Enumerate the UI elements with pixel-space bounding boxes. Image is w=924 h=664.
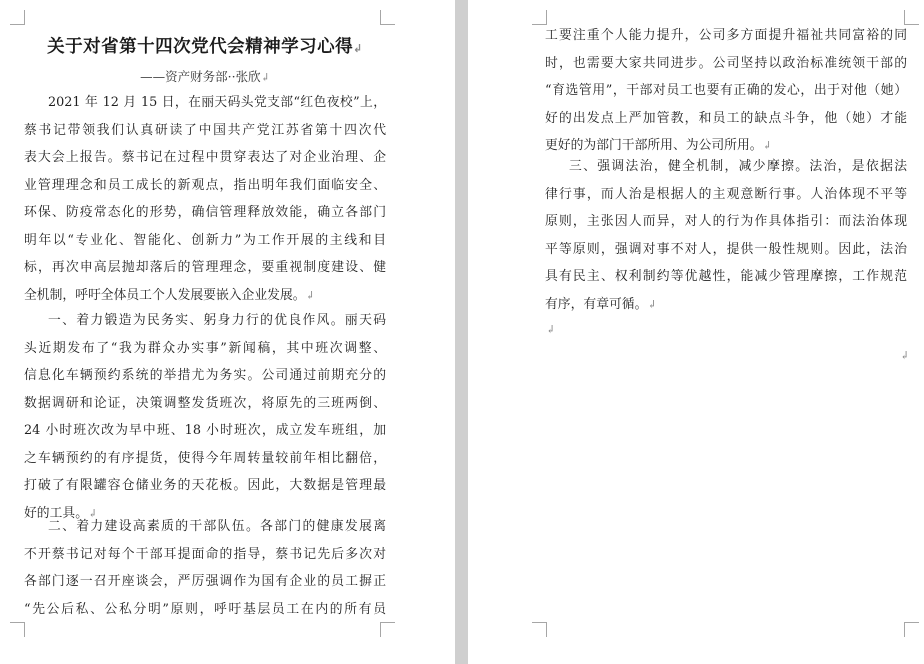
text-line: 标，再次申高层抛却落后的管理理念，要重视制度建设、健 bbox=[24, 260, 386, 275]
text-line: 业管理理念和员工成长的新观点，指出明年我们面临安全、 bbox=[24, 177, 386, 193]
text-line: “先公后私、公私分明”原则，呼吁基层员工在内的所有员 bbox=[24, 601, 386, 617]
paragraph-mark: ↲ bbox=[87, 506, 98, 520]
document-page-right[interactable] bbox=[468, 0, 924, 664]
text-line: 好的出发点上严加管教，和员工的缺点斗争，他（她）才能 bbox=[545, 110, 907, 126]
document-author: ——资产财务部··张欣↲ bbox=[140, 69, 270, 84]
text-line: 不开蔡书记对每个干部耳提面命的指导，蔡书记先后多次对 bbox=[24, 546, 386, 562]
text-line: 蔡书记带领我们认真研读了中国共产党江苏省第十四次代 bbox=[24, 122, 386, 138]
page-corner-mark bbox=[10, 10, 25, 25]
text-line: 信息化车辆预约系统的举措尤为务实。公司通过前期充分的 bbox=[24, 368, 386, 383]
text-line: 环保、防疫常态化的形势，确信管理释放效能，确立各部门 bbox=[24, 205, 386, 220]
paragraph-mark: ↲ bbox=[305, 288, 315, 302]
text-line: “育选管用”，干部对员工也要有正确的发心，出于对他（她） bbox=[545, 83, 907, 98]
text-line: 律行事，而人治是根据人的主观意断行事。人治体现不平等 bbox=[545, 186, 907, 202]
text-line: 具有民主、权利制约等优越性，能减少管理摩擦，工作规范 bbox=[545, 269, 907, 284]
page-corner-mark bbox=[532, 10, 547, 25]
empty-paragraph-mark: ↲ bbox=[546, 323, 556, 336]
page-corner-mark bbox=[904, 622, 919, 637]
empty-paragraph-mark: ↲ bbox=[900, 349, 910, 362]
page-corner-mark bbox=[10, 622, 25, 637]
text-line: 更好的为部门干部所用、为公司所用。↲ bbox=[545, 138, 772, 153]
text-line: 明年以“专业化、智能化、创新力”为工作开展的主线和目 bbox=[24, 232, 386, 248]
text-line: 时，也需要大家共同进步。公司坚持以政治标准统领干部的 bbox=[545, 55, 907, 71]
text-line: 2021 年 12 月 15 日，在丽天码头党支部“红色夜校”上， bbox=[48, 95, 386, 110]
paragraph-mark: ↲ bbox=[647, 297, 657, 311]
text-line: 打破了有限罐容仓储业务的天花板。因此，大数据是管理最 bbox=[24, 478, 386, 493]
text-line: 数据调研和论证，决策调整发货班次，将原先的三班两倒、 bbox=[24, 395, 386, 411]
text-line: 全机制，呼吁全体员工个人发展要嵌入企业发展。↲ bbox=[24, 287, 315, 303]
text-line: 工要注重个人能力提升，公司多方面提升福祉共同富裕的同 bbox=[545, 28, 907, 43]
page-gap bbox=[455, 0, 468, 664]
text-line: 二、着力建设高素质的干部队伍。各部门的健康发展离 bbox=[48, 519, 386, 534]
text-line: 好的工具。↲ bbox=[24, 505, 98, 521]
text-line: 原则，主张因人而异，对人的行为作具体指引：而法治体现 bbox=[545, 214, 907, 229]
text-line: 平等原则，强调对事不对人，提供一般性规则。因此，法治 bbox=[545, 241, 907, 257]
document-page-left[interactable] bbox=[0, 0, 455, 664]
document-title: 关于对省第十四次党代会精神学习心得↲ bbox=[47, 37, 363, 57]
page-corner-mark bbox=[904, 10, 919, 25]
text-line: 头近期发布了“我为群众办实事”新闻稿，其中班次调整、 bbox=[24, 340, 386, 356]
text-line: 有序，有章可循。↲ bbox=[545, 296, 657, 312]
paragraph-mark: ↲ bbox=[762, 139, 772, 152]
page-corner-mark bbox=[532, 622, 547, 637]
text-line: 三、强调法治，健全机制，减少摩擦。法治，是依据法 bbox=[569, 159, 907, 174]
page-corner-mark bbox=[380, 10, 395, 25]
page-corner-mark bbox=[380, 622, 395, 637]
text-line: 表大会上报告。蔡书记在过程中贯穿表达了对企业治理、企 bbox=[24, 150, 386, 165]
text-line: 各部门逐一召开座谈会，严厉强调作为国有企业的员工摒正 bbox=[24, 574, 386, 589]
text-line: 之车辆预约的有序提货，使得今年周转量较前年相比翻倍， bbox=[24, 450, 386, 466]
text-line: 24 小时班次改为早中班、18 小时班次，成立发车班组，加 bbox=[24, 423, 386, 438]
text-line: 一、着力锻造为民务实、躬身力行的优良作风。丽天码 bbox=[48, 313, 386, 328]
